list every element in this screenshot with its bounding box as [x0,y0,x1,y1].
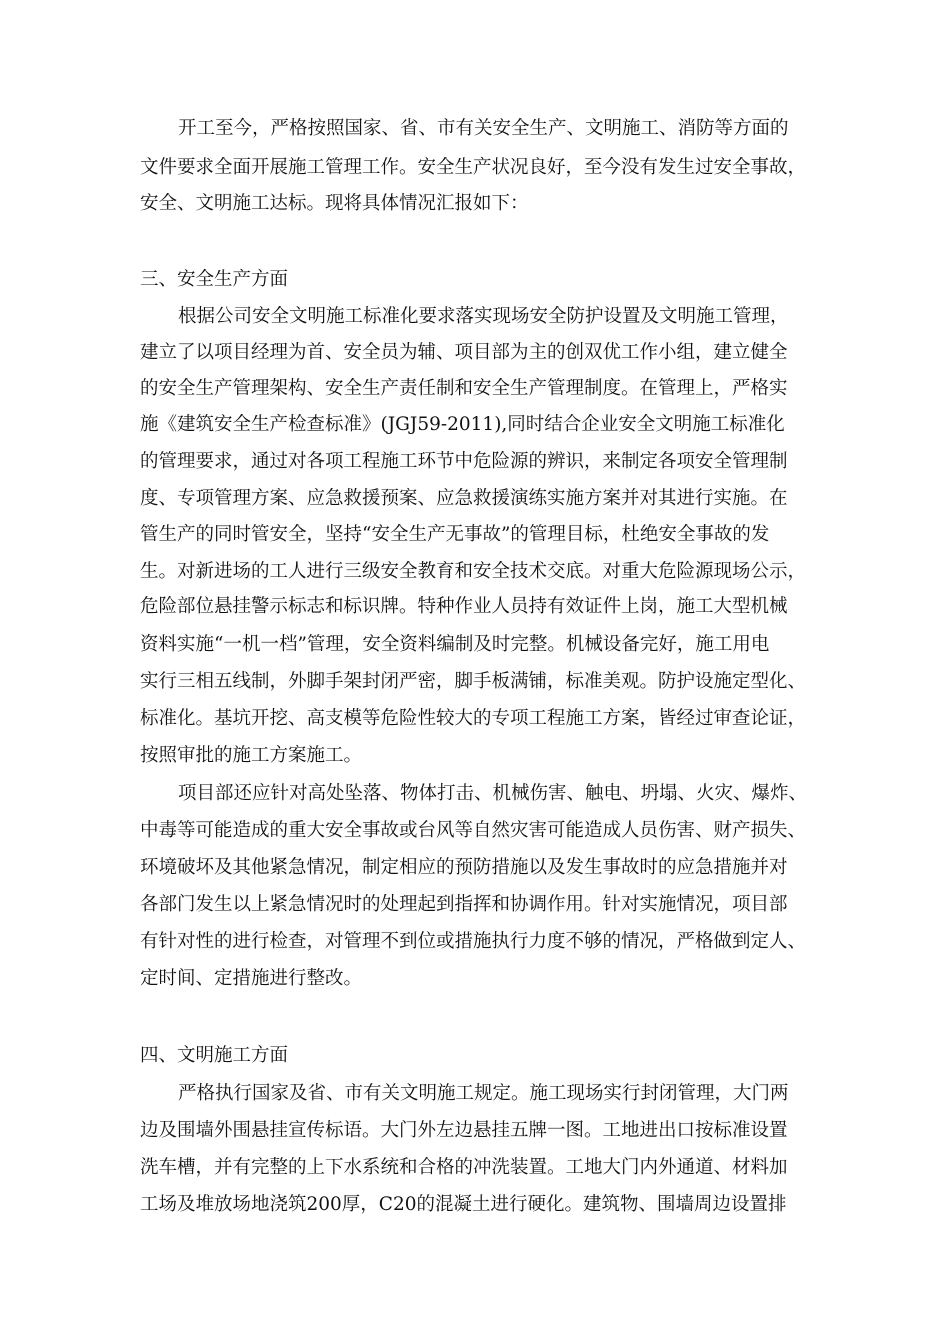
text-line: 工场及堆放场地浇筑200厚，C20的混凝土进行硬化。建筑物、围墙周边设置排 [140,1194,787,1215]
text-line: 度、专项管理方案、应急救援预案、应急救援演练实施方案并对其进行实施。在 [140,488,788,509]
text-line: 有针对性的进行检查，对管理不到位或措施执行力度不够的情况，严格做到定人、 [140,931,807,952]
text-line: 按照审批的施工方案施工。 [140,745,363,766]
text-line: 生。对新进场的工人进行三级安全教育和安全技术交底。对重大危险源现场公示， [140,561,807,582]
text-line: 中毒等可能造成的重大安全事故或台风等自然灾害可能造成人员伤害、财产损失、 [140,820,807,841]
text-line: 管生产的同时管安全，坚持“安全生产无事故”的管理目标，杜绝安全事故的发 [140,524,770,545]
text-line: 根据公司安全文明施工标准化要求落实现场安全防护设置及文明施工管理， [178,306,789,327]
text-line: 施《建筑安全生产检查标准》(JGJ59-2011),同时结合企业安全文明施工标准化 [140,414,785,435]
text-line: 危险部位悬挂警示标志和标识牌。特种作业人员持有效证件上岗，施工大型机械 [140,596,788,617]
text-line: 实行三相五线制，外脚手架封闭严密，脚手板满铺，标准美观。防护设施定型化、 [140,671,807,692]
text-line: 严格执行国家及省、市有关文明施工规定。施工现场实行封闭管理，大门两 [178,1083,789,1104]
text-line: 资料实施“一机一档”管理，安全资料编制及时完整。机械设备完好，施工用电 [140,634,770,655]
text-line: 的安全生产管理架构、安全生产责任制和安全生产管理制度。在管理上，严格实 [140,378,788,399]
section-heading: 四、文明施工方面 [140,1045,289,1066]
text-line: 安全、文明施工达标。现将具体情况汇报如下： [140,193,529,214]
text-line: 建立了以项目经理为首、安全员为辅、项目部为主的创双优工作小组，建立健全 [140,342,788,363]
text-line: 的管理要求，通过对各项工程施工环节中危险源的辨识，来制定各项安全管理制 [140,451,788,472]
text-line: 洗车槽，并有完整的上下水系统和合格的冲洗装置。工地大门内外通道、材料加 [140,1157,788,1178]
text-line: 标准化。基坑开挖、高支模等危险性较大的专项工程施工方案，皆经过审查论证， [140,708,807,729]
section-heading: 三、安全生产方面 [140,269,289,290]
text-line: 项目部还应针对高处坠落、物体打击、机械伤害、触电、坍塌、火灾、爆炸、 [178,783,808,804]
text-line: 文件要求全面开展施工管理工作。安全生产状况良好，至今没有发生过安全事故， [140,157,807,178]
text-line: 定时间、定措施进行整改。 [140,968,363,989]
text-line: 开工至今，严格按照国家、省、市有关安全生产、文明施工、消防等方面的 [178,118,789,139]
text-line: 各部门发生以上紧急情况时的处理起到指挥和协调作用。针对实施情况，项目部 [140,894,788,915]
text-line: 边及围墙外围悬挂宣传标语。大门外左边悬挂五牌一图。工地进出口按标准设置 [140,1120,788,1141]
text-line: 环境破坏及其他紧急情况，制定相应的预防措施以及发生事故时的应急措施并对 [140,857,788,878]
